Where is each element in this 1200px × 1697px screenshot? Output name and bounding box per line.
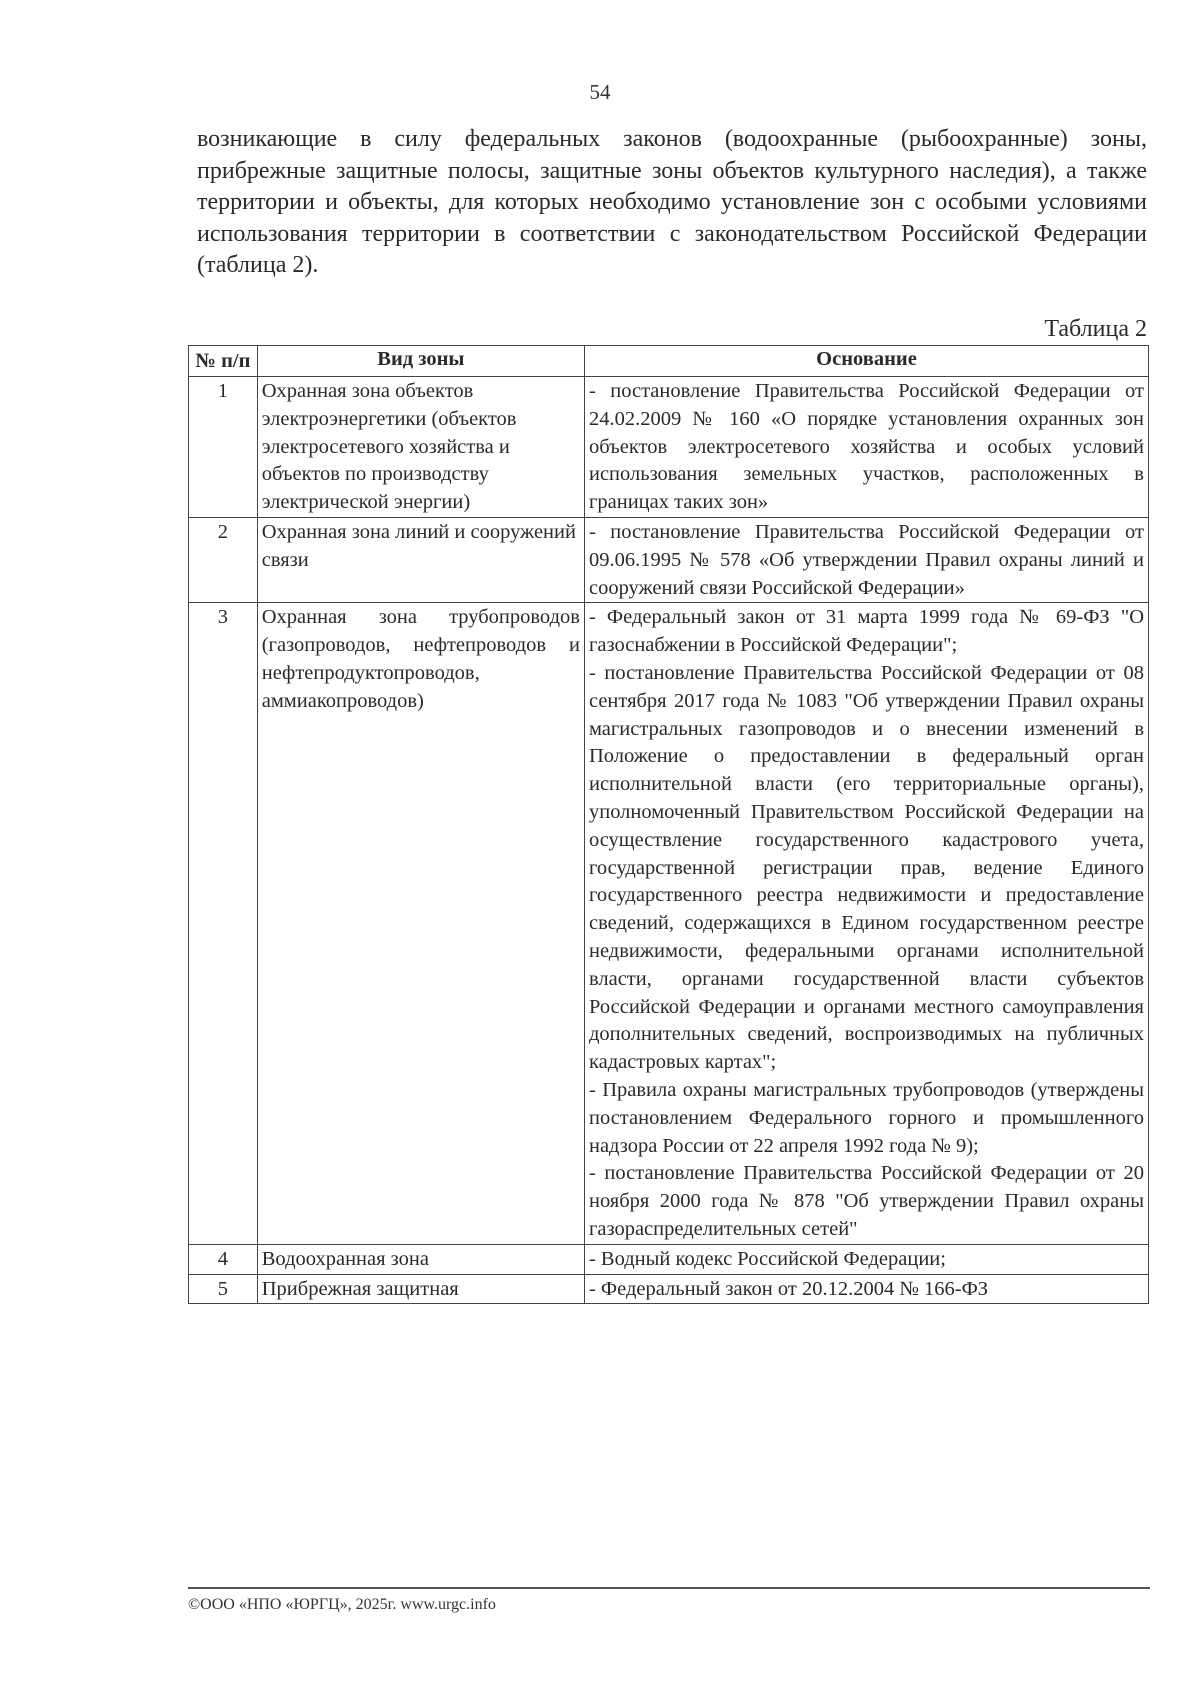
table-header-row [189,346,1149,377]
row-basis [584,1244,1148,1274]
basis-item: - Федеральный закон от 31 марта 1999 года № 69-ФЗ "О газоснабжении в Российской Федерации"; [588,606,1144,657]
table-caption: Таблица 2 [1044,316,1147,342]
zones-table [188,345,1149,1304]
footer-divider [188,1587,1150,1589]
row-zone-type: Прибрежная защитная [257,1274,584,1304]
row-zone-type: Охранная зона объектов электроэнергетики (объектов электросетевого хозяйства и объектов по производству электрической энергии) [257,377,584,518]
row-num: 2 [189,517,258,602]
basis-item: - Водный кодекс Российской Федерации; [588,1247,946,1270]
basis-item: - Федеральный закон от 20.12.2004 № 166-ФЗ [588,1277,989,1300]
header-num: № п/п [189,346,258,377]
header-zone-type: Вид зоны [257,346,584,377]
intro-paragraph [197,124,1147,282]
row-num: 1 [189,377,258,518]
table-row [189,1274,1149,1304]
basis-item: - постановление Правительства Российской Федерации от 20 ноября 2000 года № 878 "Об утверждении Правил охраны газораспределительных сетей" [588,1162,1144,1240]
basis-item: - постановление Правительства Российской Федерации от 09.06.1995 № 578 «Об утверждении Правил охраны линий и сооружений связи Российской Федерации» [588,520,1144,599]
row-basis [584,603,1148,1244]
row-zone-type: Охранная зона линий и сооружений связи [257,517,584,602]
basis-item: - постановление Правительства Российской Федерации от 08 сентября 2017 года № 1083 "Об утверждении Правил охраны магистральных газопроводов и о внесении изменений в Положение о предоставлении в федеральный орган исполнительной власти (его территориальные органы), уполномоченный Правительством Российской Федерации на осуществление государственного кадастрового учета, государственной регистрации прав, ведение Единого государственного реестра недвижимости и предоставление сведений, содержащихся в Едином государственном реестре недвижимости, федеральными органами исполнительной власти, органами государственной власти субъектов Российской Федерации и органами местного самоуправления дополнительных сведений, воспроизводимых на публичных кадастровых картах"; [588,661,1144,1074]
header-basis: Основание [584,346,1148,377]
page-number: 54 [589,80,611,104]
footer-copyright: ©ООО «НПО «ЮРГЦ», 2025г. www.urgc.info [188,1596,496,1613]
table-row [189,1244,1149,1274]
intro-text: возникающие в силу федеральных законов (водоохранные (рыбоохранные) зоны, прибрежные защитные полосы, защитные зоны объектов культурного наследия), а также территории и объекты, для которых необходимо установление зон с особыми условиями использования территории в соответствии с законодательством Российской Федерации (таблица 2). [197,126,1147,278]
basis-item: - постановление Правительства Российской Федерации от 24.02.2009 № 160 «О порядке установления охранных зон объектов электросетевого хозяйства и особых условий использования земельных участков, расположенных в границах таких зон» [588,380,1144,514]
basis-item: - Правила охраны магистральных трубопроводов (утверждены постановлением Федерального горного и промышленного надзора России от 22 апреля 1992 года № 9); [588,1078,1144,1157]
row-num: 4 [189,1244,258,1274]
row-basis [584,377,1148,518]
row-zone-type: Водоохранная зона [257,1244,584,1274]
row-zone-type: Охранная зона трубопроводов (газопроводов, нефтепроводов и нефтепродуктопроводов, аммиакопроводов) [257,603,584,1244]
table-row [189,517,1149,602]
row-basis [584,1274,1148,1304]
row-num: 3 [189,603,258,1244]
row-num: 5 [189,1274,258,1304]
table-row [189,603,1149,1244]
row-basis [584,517,1148,602]
table-row [189,377,1149,518]
